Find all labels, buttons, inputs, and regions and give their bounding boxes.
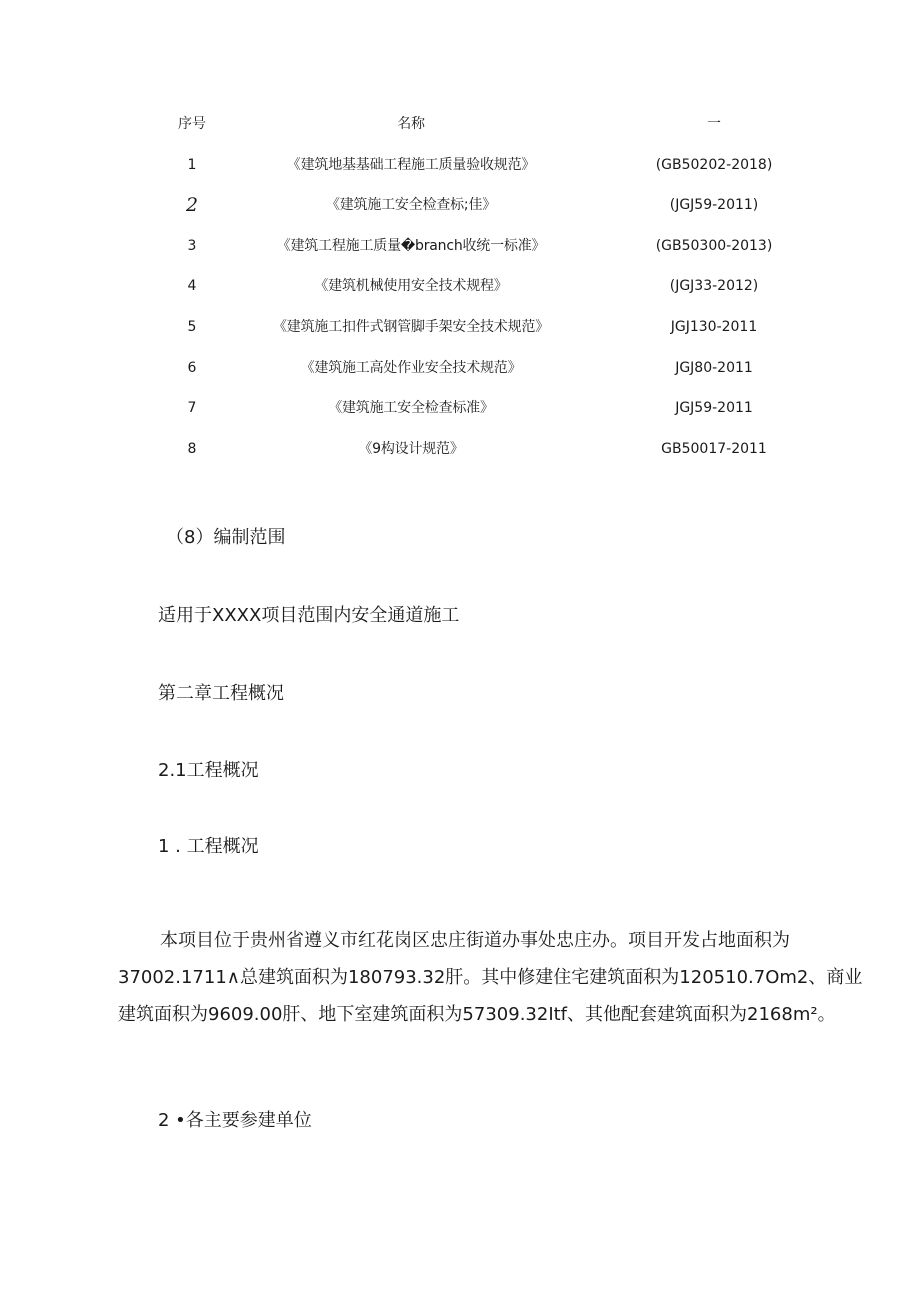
row-name: 《建筑机械使用安全技术规程》 [314,278,508,295]
row-no: 1 [187,156,197,173]
scope-heading: （8）编制范围 [166,527,286,548]
standards-table [130,104,820,469]
row-name: 《建筑施工安全检查标准》 [328,400,494,417]
row-code: (GB50202-2018) [655,156,773,173]
scope-text: 适用于XXXX项目范围内安全通道施工 [158,605,460,626]
overview-line-2: 37002.1711∧总建筑面积为180793.32肝。其中修建住宅建筑面积为120510.7Om2、商业 [118,967,863,988]
table-row [130,185,820,226]
row-no: 2 [185,194,199,217]
table-row [130,429,820,470]
item-heading-2: 2 •各主要参建单位 [158,1110,312,1131]
header-name: 名称 [397,116,425,132]
row-name: 《建筑施工安全检查标;佳》 [325,197,497,214]
row-no: 4 [187,278,197,295]
row-code: JGJ80-2011 [675,359,753,376]
row-no: 7 [187,400,197,417]
chapter-title: 第二章工程概况 [158,683,284,704]
header-code: 一 [707,116,721,132]
row-name: 《建筑施工高处作业安全技术规范》 [300,359,522,376]
overview-line-1: 本项目位于贵州省遵义市红花岗区忠庄街道办事处忠庄办。项目开发占地面积为 [160,930,790,951]
row-code: JGJ59-2011 [675,400,753,417]
row-name: 《建筑工程施工质量�branch收统一标准》 [276,237,546,254]
row-no: 8 [187,440,197,457]
row-code: (JGJ59-2011) [669,197,759,214]
header-no: 序号 [178,116,206,132]
row-name: 《建筑地基基础工程施工质量验收规范》 [286,156,536,173]
row-name: 《建筑施工扣件式钢管脚手架安全技术规范》 [273,318,549,335]
table-row [130,145,820,186]
row-code: (JGJ33-2012) [669,278,759,295]
table-row [130,266,820,307]
row-no: 5 [187,318,197,335]
item-heading-1: 1 . 工程概况 [158,836,259,857]
row-name: 《9构设计规范》 [358,440,464,457]
row-code: JGJ130-2011 [670,318,758,335]
overview-line-3: 建筑面积为9609.00肝、地下室建筑面积为57309.32Itf、其他配套建筑面积为2168m²。 [118,1004,836,1025]
table-header-row [130,104,820,145]
table-row [130,226,820,267]
row-code: (GB50300-2013) [655,237,773,254]
row-no: 6 [187,359,197,376]
row-code: GB50017-2011 [661,440,767,457]
row-no: 3 [187,237,197,254]
table-row [130,348,820,389]
overview-paragraph [118,922,878,1033]
table-row [130,307,820,348]
section-heading: 2.1工程概况 [158,760,259,781]
table-row [130,388,820,429]
